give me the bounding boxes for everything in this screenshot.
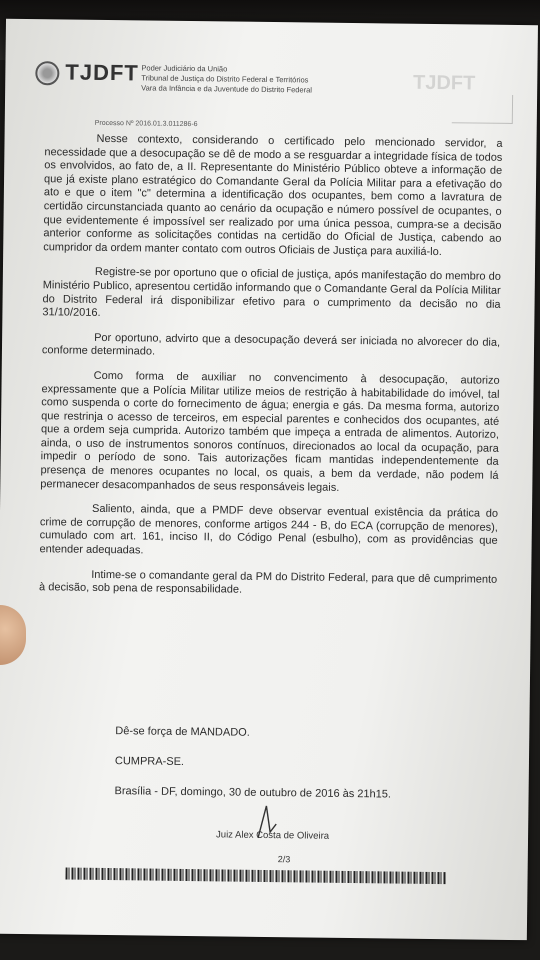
paragraph: Como forma de auxiliar no convencimento à desocupação, autorizo expressamente que a Polícia Militar utilize meios de restrição à habitabilidade do imóvel, tal como suspenda o corte do fornecimento de água; energia e gás. Da mesma forma, autorizo que restrinja o acesso de terceiros, em especial parentes e conhecidos dos ocupantes, até que a ordem seja cumprida. Autorizo também que impeça a entrada de alimentos. Autorizo, ainda, o uso de instrumentos sonoros contínuos, direcionados ao local da ocupação, para impedir o período de sono. Tais autorizações ficam mantidas independentemente da presença de menores ocupantes no local, os quais, a bem da verdade, não podem lá permanecer desacompanhados de seus responsáveis legais.: [40, 369, 500, 494]
paragraph: Registre-se por oportuno que o oficial de justiça, após manifestação do membro do Ministério Publico, apresentou certidão informando que o Comandante Geral da Polícia Militar do Distrito Federal irá disponibilizar efetivo para o cumprimento da decisão no dia 31/10/2016.: [42, 266, 501, 320]
page-number: 2/3: [277, 854, 291, 865]
tjdft-emblem-icon: [35, 61, 59, 85]
document-page: [0, 19, 538, 940]
judge-signature: Juiz Alex Costa de Oliveira: [215, 829, 330, 842]
date-line: Brasília - DF, domingo, 30 de outubro de 2016 às 21h15.: [114, 785, 392, 801]
show-through-logo: TJDFT: [412, 71, 476, 95]
paragraph: Saliento, ainda, que a PMDF deve observar eventual existência da prática do crime de corrupção de menores, conforme artigos 244 - B, do ECA (corrupção de menores), cumulado com art. 161, inciso II, do Código Penal (esbulho), com as providências que entender adequadas.: [39, 503, 499, 557]
barcode: [66, 868, 446, 885]
court-line: Vara da Infância e da Juventude do Distrito Federal: [141, 83, 313, 95]
court-line: Poder Judiciário da União: [141, 63, 228, 74]
paragraph: Intime-se o comandante geral da PM do Distrito Federal, para que dê cumprimento à decisão, sob pena de responsabilidade.: [39, 568, 498, 596]
document-body: [39, 132, 503, 611]
document-header: [35, 59, 516, 125]
paragraph: Nesse contexto, considerando o certificado pelo mencionado servidor, a necessidade que a desocupação se dê de modo a se resguardar a integridade física de todos os envolvidos, ao fato de, a II. Representante do Ministério Público obteve a informação de que já existe plano estratégico do Comandante Geral da Polícia Militar para a efetivação do ato e que o item "c" determina a identificação dos ocupantes, bem como a lavratura de certidão circunstanciada quanto ao cenário da ocupação e número possível de ocupantes, o que evidentemente é impossível ser realizado por uma única pessoa, cumpra-se a decisão anterior conforme as solicitações contidas na certidão do Oficial de Justiça, cabendo ao cumpridor da ordem manter contato com outros Oficiais de Justiça para auxiliá-lo.: [43, 132, 503, 258]
court-line: Tribunal de Justiça do Distrito Federal e Territórios: [141, 73, 309, 85]
paragraph: Por oportuno, advirto que a desocupação deverá ser iniciada no alvorecer do dia, conforme determinado.: [41, 331, 501, 358]
closing-block: [114, 725, 391, 818]
stamp-box: [452, 94, 513, 124]
court-logo-text: TJDFT: [65, 59, 139, 86]
mandado-line: Dê-se força de MANDADO.: [115, 725, 250, 739]
cumpra-line: CUMPRA-SE.: [114, 755, 185, 768]
process-number: Processo Nº 2016.01.3.011286-6: [94, 119, 198, 129]
court-name-lines: [141, 63, 312, 95]
